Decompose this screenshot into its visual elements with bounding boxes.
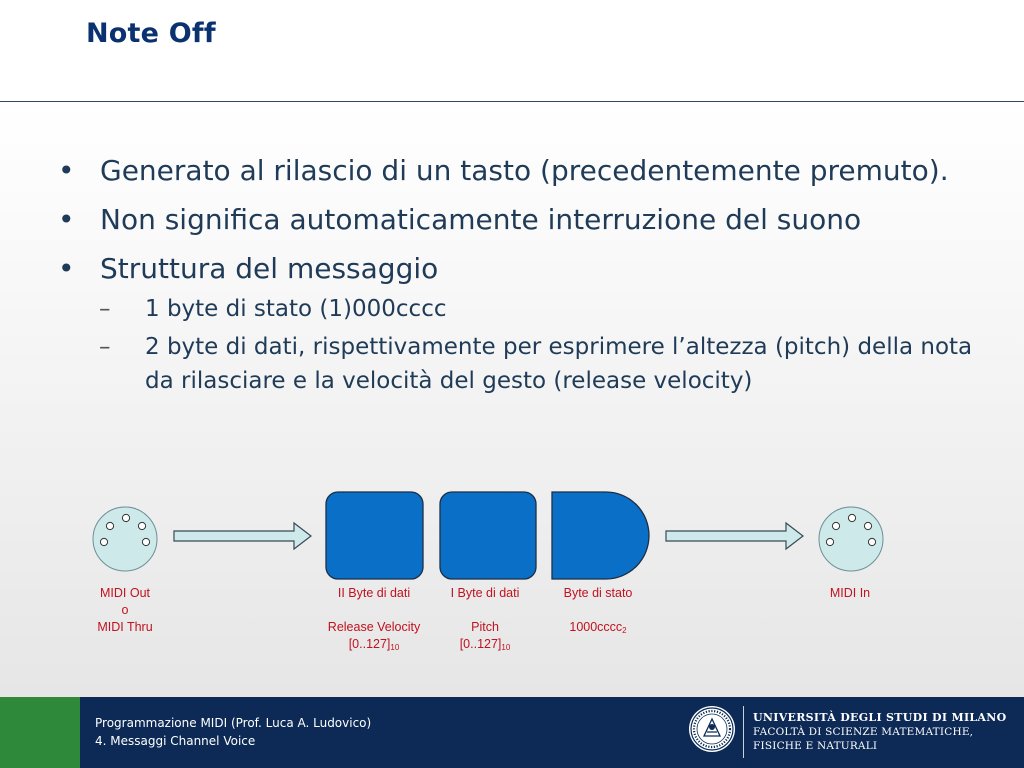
title-divider xyxy=(0,101,1024,102)
slide-title: Note Off xyxy=(86,18,216,49)
midi-message-diagram xyxy=(0,480,1024,680)
data-byte-2-block xyxy=(326,492,423,579)
sub-bullet-item xyxy=(58,330,978,398)
bullet-item xyxy=(58,150,978,191)
bullet-marker: • xyxy=(58,252,75,285)
midi-in-label: MIDI In xyxy=(829,586,871,600)
dash-marker: – xyxy=(99,296,111,322)
bullet-text: Non significa automaticamente interruzione del suono xyxy=(100,203,862,236)
arrow-right-icon xyxy=(666,523,803,549)
lecture-title: 4. Messaggi Channel Voice xyxy=(95,734,256,748)
sub-bullet-text: 1 byte di stato (1)000cccc xyxy=(145,296,447,322)
dash-marker: – xyxy=(99,334,111,360)
university-seal-icon xyxy=(688,705,736,753)
data-byte-1-block xyxy=(440,492,536,579)
bullet-item xyxy=(58,199,978,240)
midi-out-label: MIDI Out o MIDI Thru xyxy=(97,586,153,634)
course-info xyxy=(95,714,371,750)
bullet-marker: • xyxy=(58,203,75,236)
status-byte-label: Byte di stato 1000cccc$_2$ xyxy=(563,586,633,635)
bullet-marker: • xyxy=(58,154,75,187)
bullet-list xyxy=(58,150,978,402)
bullet-text: Generato al rilascio di un tasto (precedentemente premuto). xyxy=(100,154,949,187)
sub-bullet-text: 2 byte di dati, rispettivamente per esprimere l’altezza (pitch) della nota da rilasciare e la velocità del gesto (release velocity) xyxy=(145,334,973,394)
data-byte-1-label: I Byte di dati Pitch $[0..127]_{10}$ xyxy=(450,586,520,652)
status-byte-block xyxy=(552,492,649,579)
bullet-text: Struttura del messaggio xyxy=(100,252,439,285)
data-byte-2-label: II Byte di dati Release Velocity $[0..127]_{10}$ xyxy=(327,586,421,652)
sub-bullet-item xyxy=(58,292,978,326)
midi-out-connector-icon xyxy=(93,507,157,571)
midi-in-connector-icon xyxy=(819,507,883,571)
bullet-item xyxy=(58,248,978,289)
footer-divider xyxy=(743,706,744,758)
footer-accent xyxy=(0,697,80,768)
footer-bar xyxy=(0,697,1024,768)
university-name: UNIVERSITÀ DEGLI STUDI DI MILANO FACOLTÀ DI SCIENZE MATEMATICHE, FISICHE E NATURALI xyxy=(753,711,1007,752)
course-title: Programmazione MIDI (Prof. Luca A. Ludovico) xyxy=(95,716,372,730)
arrow-right-icon xyxy=(174,523,311,549)
